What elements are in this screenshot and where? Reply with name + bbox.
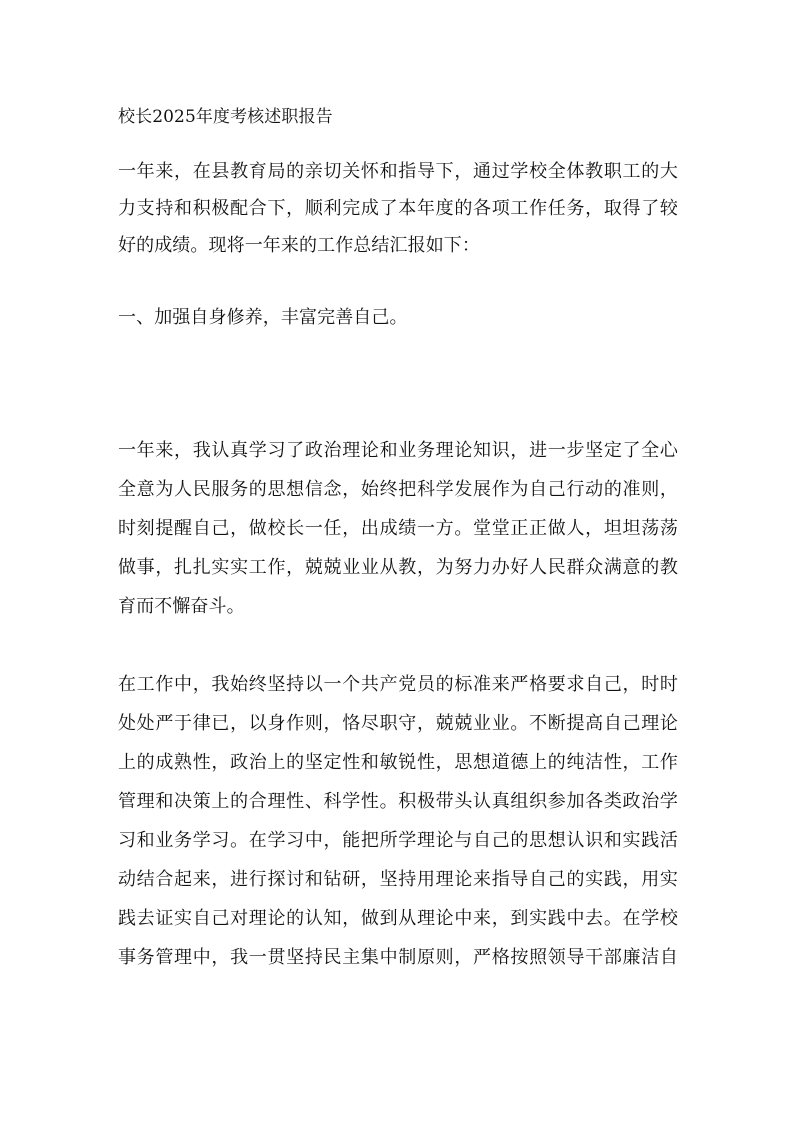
paragraph-line: 好的成绩。现将一年来的工作总结汇报如下： xyxy=(118,235,480,256)
paragraph-line: 管理和决策上的合理性、科学性。积极带头认真组织参加各类政治学 xyxy=(118,791,678,812)
document-title: 校长2025年度考核述职报告 xyxy=(118,107,333,127)
paragraph-line: 事务管理中，我一贯坚持民主集中制原则，严格按照领导干部廉洁自 xyxy=(118,947,678,968)
paragraph-line: 上的成熟性，政治上的坚定性和敏锐性，思想道德上的纯洁性，工作 xyxy=(118,752,678,773)
paragraph-line: 育而不懈奋斗。 xyxy=(118,596,245,617)
paragraph-line: 处处严于律已，以身作则，恪尽职守，兢兢业业。不断提高自己理论 xyxy=(118,713,678,734)
paragraph-line: 践去证实自己对理论的认知，做到从理论中来，到实践中去。在学校 xyxy=(118,908,678,929)
section-heading-text: 一、加强自身修养，丰富完善自己。 xyxy=(118,307,408,328)
paragraph-line: 一年来，我认真学习了政治理论和业务理论知识，进一步坚定了全心 xyxy=(118,440,678,461)
paragraph-line: 一年来，在县教育局的亲切关怀和指导下，通过学校全体教职工的大 xyxy=(118,161,678,182)
paragraph-line: 动结合起来，进行探讨和钻研，坚持用理论来指导自己的实践，用实 xyxy=(118,869,678,890)
paragraph-line: 做事，扎扎实实工作，兢兢业业从教，为努力办好人民群众满意的教 xyxy=(118,557,678,578)
paragraph-line: 全意为人民服务的思想信念，始终把科学发展作为自己行动的准则， xyxy=(118,479,678,500)
paragraph-line: 在工作中，我始终坚持以一个共产党员的标准来严格要求自己，时时 xyxy=(118,674,678,695)
paragraph-line: 时刻提醒自己，做校长一任，出成绩一方。堂堂正正做人，坦坦荡荡 xyxy=(118,518,678,539)
paragraph-line: 习和业务学习。在学习中，能把所学理论与自己的思想认识和实践活 xyxy=(118,830,678,851)
paragraph-line: 力支持和积极配合下，顺利完成了本年度的各项工作任务，取得了较 xyxy=(118,198,678,219)
